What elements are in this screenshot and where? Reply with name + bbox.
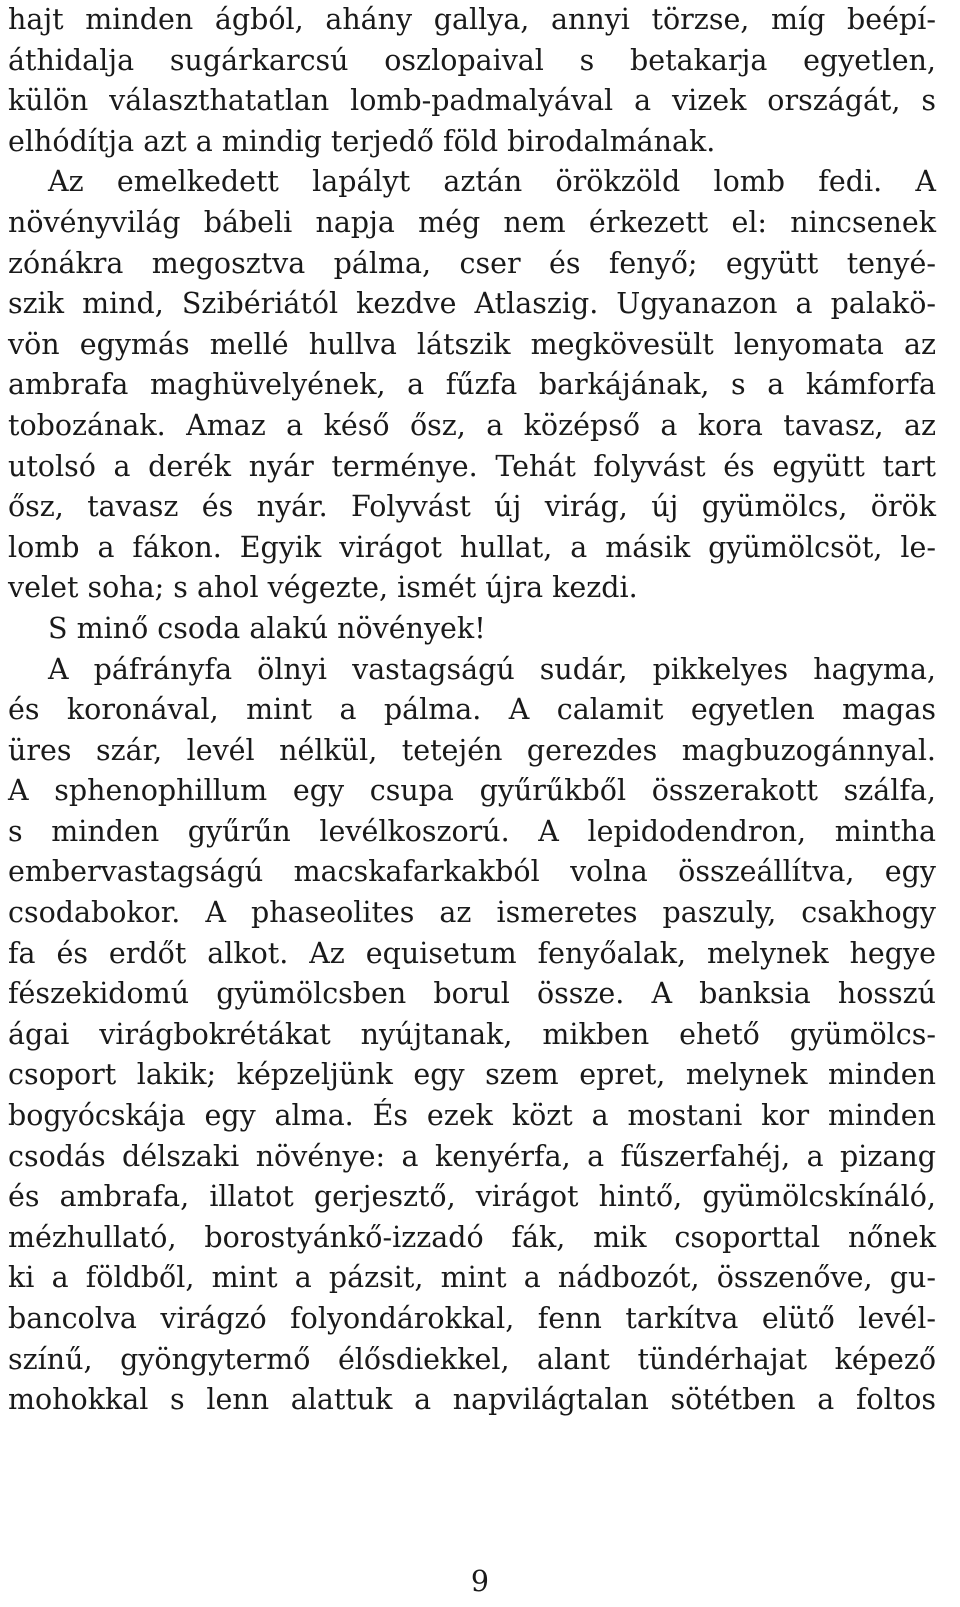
text-line: csodás délszaki növénye: a kenyérfa, a fűszerfahéj, a pizang [8, 1139, 936, 1173]
text-line: áthidalja sugárkarcsú oszlopaival s betakarja egyetlen, [8, 43, 936, 77]
text-line: tobozának. Amaz a késő ősz, a középső a kora tavasz, az [8, 408, 936, 442]
text-line: bogyócskája egy alma. És ezek közt a mostani kor minden [8, 1099, 936, 1133]
text-line: mézhullató, borostyánkő-izzadó fák, mik csoporttal nőnek [8, 1220, 936, 1254]
text-line: A sphenophillum egy csupa gyűrűkből összerakott szálfa, [8, 774, 936, 808]
text-line: csoport lakik; képzeljünk egy szem epret, melynek minden [8, 1058, 936, 1092]
text-line: ki a földből, mint a pázsit, mint a nádbozót, összenőve, gu- [8, 1261, 936, 1295]
text-line: ősz, tavasz és nyár. Folyvást új virág, új gyümölcs, örök [8, 490, 936, 524]
text-line: utolsó a derék nyár terménye. Tehát folyvást és együtt tart [8, 449, 936, 483]
text-line: zónákra megosztva pálma, cser és fenyő; együtt tenyé- [8, 246, 936, 280]
text-line: fészekidomú gyümölcsben borul össze. A banksia hosszú [8, 977, 936, 1011]
text-line: lomb a fákon. Egyik virágot hullat, a másik gyümölcsöt, le- [8, 530, 936, 564]
text-line: S minő csoda alakú növények! [48, 611, 486, 645]
text-line: színű, gyöngytermő élősdiekkel, alant tündérhajat képező [8, 1342, 936, 1376]
text-line: külön választhatatlan lomb-padmalyával a vizek országát, s [8, 84, 936, 118]
text-body [8, 0, 936, 1421]
text-line: vön egymás mellé hullva látszik megkövesült lenyomata az [8, 327, 936, 361]
text-line: ambrafa maghüvelyének, a fűzfa barkájának, s a kámforfa [8, 368, 936, 402]
text-line: A páfrányfa ölnyi vastagságú sudár, pikkelyes hagyma, [48, 652, 936, 686]
text-line: fa és erdőt alkot. Az equisetum fenyőalak, melynek hegye [8, 936, 936, 970]
text-line: mohokkal s lenn alattuk a napvilágtalan sötétben a foltos [8, 1383, 936, 1417]
text-line: növényvilág bábeli napja még nem érkezett el: nincsenek [8, 205, 936, 239]
page-number: 9 [470, 1565, 490, 1598]
text-line: Az emelkedett lapályt aztán örökzöld lomb fedi. A [48, 165, 936, 199]
text-line: szik mind, Szibériától kezdve Atlaszig. Ugyanazon a palakö- [8, 287, 936, 321]
text-line: embervastagságú macskafarkakból volna összeállítva, egy [8, 855, 936, 889]
text-line: ágai virágbokrétákat nyújtanak, mikben ehető gyümölcs- [8, 1017, 936, 1051]
text-line: velet soha; s ahol végezte, ismét újra kezdi. [8, 571, 638, 605]
text-line: csodabokor. A phaseolites az ismeretes paszuly, csakhogy [8, 896, 936, 930]
text-line: és ambrafa, illatot gerjesztő, virágot hintő, gyümölcskínáló, [8, 1180, 936, 1214]
text-line: elhódítja azt a mindig terjedő föld birodalmának. [8, 124, 716, 158]
text-line: bancolva virágzó folyondárokkal, fenn tarkítva elütő levél- [8, 1302, 936, 1335]
text-line: s minden gyűrűn levélkoszorú. A lepidodendron, mintha [8, 814, 936, 848]
text-line: hajt minden ágból, ahány gallya, annyi törzse, míg beépí- [8, 3, 936, 36]
text-line: üres szár, levél nélkül, tetején gerezdes magbuzogánnyal. [8, 733, 936, 767]
text-line: és koronával, mint a pálma. A calamit egyetlen magas [8, 693, 936, 727]
